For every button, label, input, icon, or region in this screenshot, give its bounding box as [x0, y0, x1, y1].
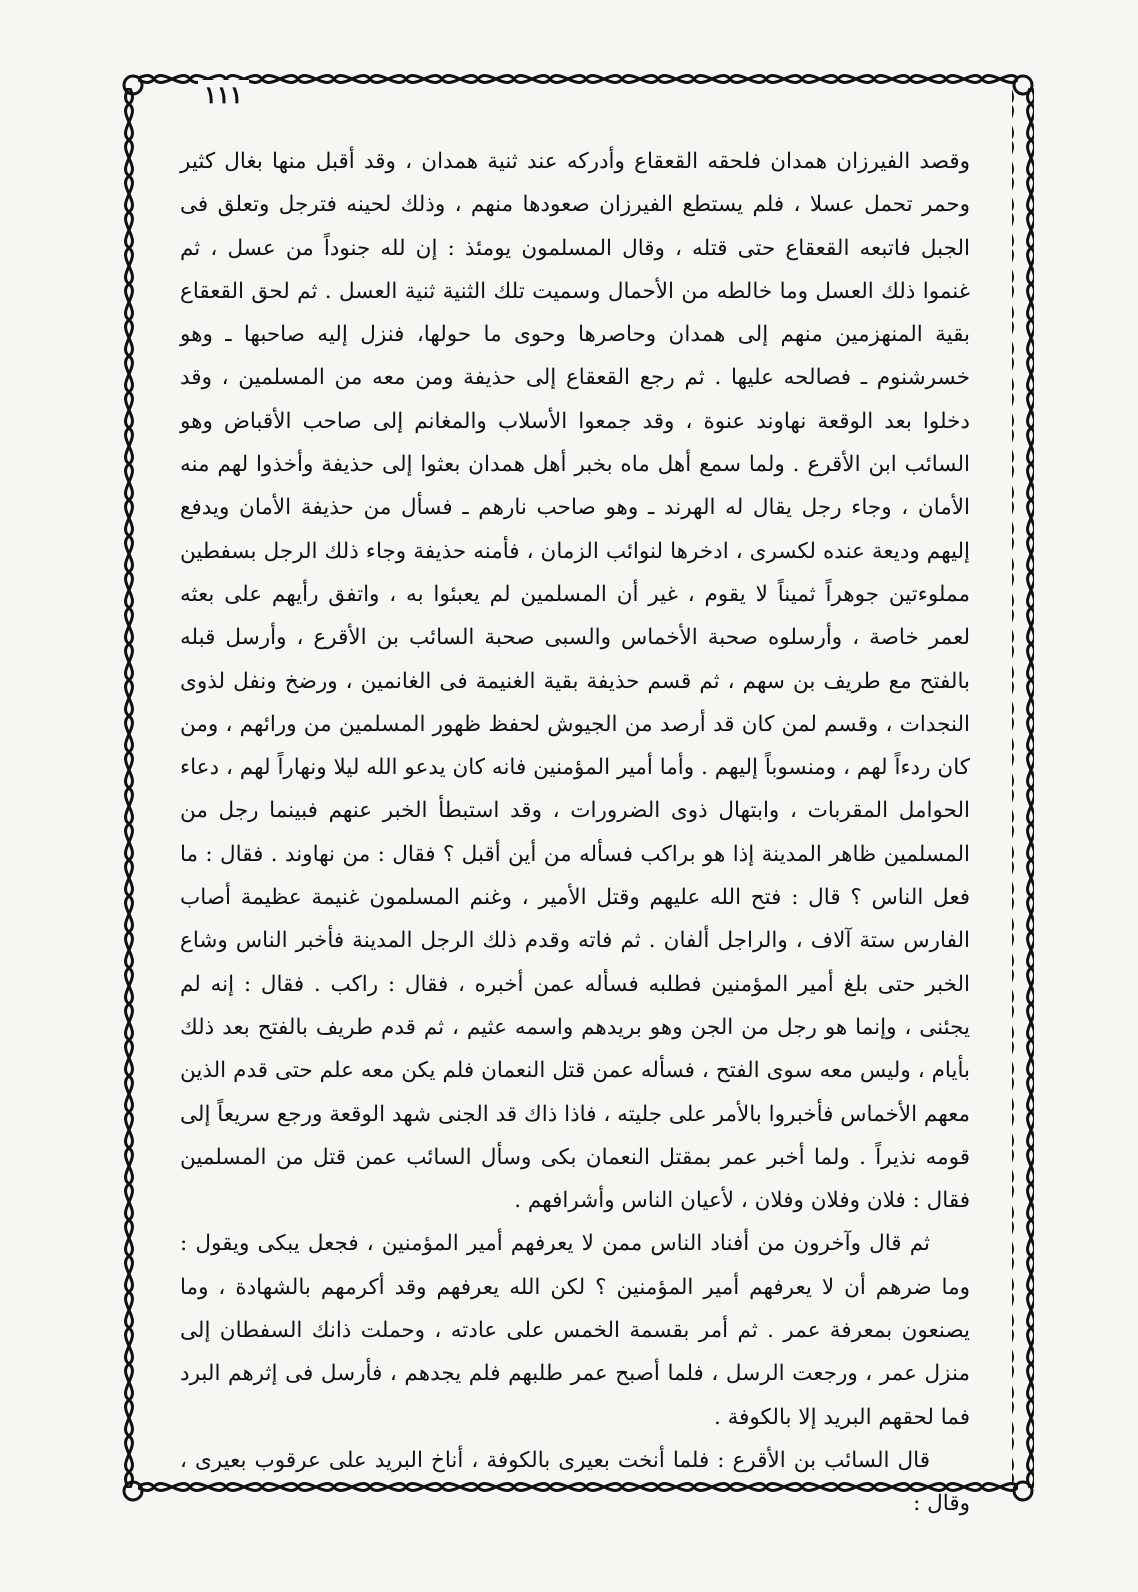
page-frame: [118, 68, 1038, 1517]
paragraph: وقصد الفيرزان همدان فلحقه القعقاع وأدركه عند ثنية همدان ، وقد أقبل منها بغال كثير وحمر تحمل عسلا ، فلم يستطع الفيرزان صعودها منهم ، وذلك لحينه فترجل وتعلق فى الجبل فاتبعه القعقاع حتى قتله ، وقال المسلمون يومئذ : إن لله جنوداً من عسل ، ثم غنموا ذلك العسل وما خالطه من الأحمال وسميت تلك الثنية ثنية العسل . ثم لحق القعقاع بقية المنهزمين منهم إلى همدان وحاصرها وحوى ما حولها، فنزل إليه صاحبها ـ وهو خسرشنوم ـ فصالحه عليها . ثم رجع القعقاع إلى حذيفة ومن معه من المسلمين ، وقد دخلوا بعد الوقعة نهاوند عنوة ، وقد جمعوا الأسلاب والمغانم إلى صاحب الأقباض وهو السائب ابن الأقرع . ولما سمع أهل ماه بخبر أهل همدان بعثوا إلى حذيفة وأخذوا لهم منه الأمان ، وجاء رجل يقال له الهرند ـ وهو صاحب نارهم ـ فسأل من حذيفة الأمان ويدفع إليهم وديعة عنده لكسرى ، ادخرها لنوائب الزمان ، فأمنه حذيفة وجاء ذلك الرجل بسفطين مملوءتين جوهراً ثميناً لا يقوم ، غير أن المسلمين لم يعبئوا به ، واتفق رأيهم على بعثه لعمر خاصة ، وأرسلوه صحبة الأخماس والسبى صحبة السائب بن الأقرع ، وأرسل قبله بالفتح مع طريف بن سهم ، ثم قسم حذيفة بقية الغنيمة فى الغانمين ، ورضخ ونفل لذوى النجدات ، وقسم لمن كان قد أرصد من الجيوش لحفظ ظهور المسلمين من ورائهم ، ومن كان ردءاً لهم ، ومنسوباً إليهم . وأما أمير المؤمنين فانه كان يدعو الله ليلا ونهاراً لهم ، دعاء الحوامل المقربات ، وابتهال ذوى الضرورات ، وقد استبطأ الخبر عنهم فبينما رجل من المسلمين ظاهر المدينة إذا هو براكب فسأله من أين أقبل ؟ فقال : من نهاوند . فقال : ما فعل الناس ؟ قال : فتح الله عليهم وقتل الأمير ، وغنم المسلمون غنيمة عظيمة أصاب الفارس ستة آلاف ، والراجل ألفان . ثم فاته وقدم ذلك الرجل المدينة فأخبر الناس وشاع الخبر حتى بلغ أمير المؤمنين فطلبه فسأله عمن أخبره ، فقال : راكب . فقال : إنه لم يجئنى ، وإنما هو رجل من الجن وهو بريدهم واسمه عثيم ، ثم قدم طريف بالفتح بعد ذلك بأيام ، وليس معه سوى الفتح ، فسأله عمن قتل النعمان فلم يكن معه علم حتى قدم الذين معهم الأخماس فأخبروا بالأمر على جليته ، فاذا ذاك قد الجنى شهد الوقعة ورجع سريعاً إلى قومه نذيراً . ولما أخبر عمر بمقتل النعمان بكى وسأل السائب عمن قتل من المسلمين فقال : فلان وفلان وفلان ، لأعيان الناس وأشرافهم .: [180, 149, 970, 1214]
paragraph: قال السائب بن الأقرع : فلما أنخت بعيرى بالكوفة ، أناخ البريد على عرقوب بعيرى ، وقال :: [180, 1447, 970, 1517]
paragraph: ثم قال وآخرون من أفناد الناس ممن لا يعرفهم أمير المؤمنين ، فجعل يبكى ويقول : وما ضرهم أن لا يعرفهم أمير المؤمنين ؟ لكن الله يعرفهم وقد أكرمهم بالشهادة ، وما يصنعون بمعرفة عمر . ثم أمر بقسمة الخمس على عادته ، وحملت ذانك السفطان إلى منزل عمر ، ورجعت الرسل ، فلما أصبح عمر طلبهم فلم يجدهم ، فأرسل فى إثرهم البرد فما لحقهم البريد إلا بالكوفة .: [180, 1231, 970, 1430]
page-number: ١١١: [198, 80, 249, 109]
body-text: [180, 140, 970, 1526]
